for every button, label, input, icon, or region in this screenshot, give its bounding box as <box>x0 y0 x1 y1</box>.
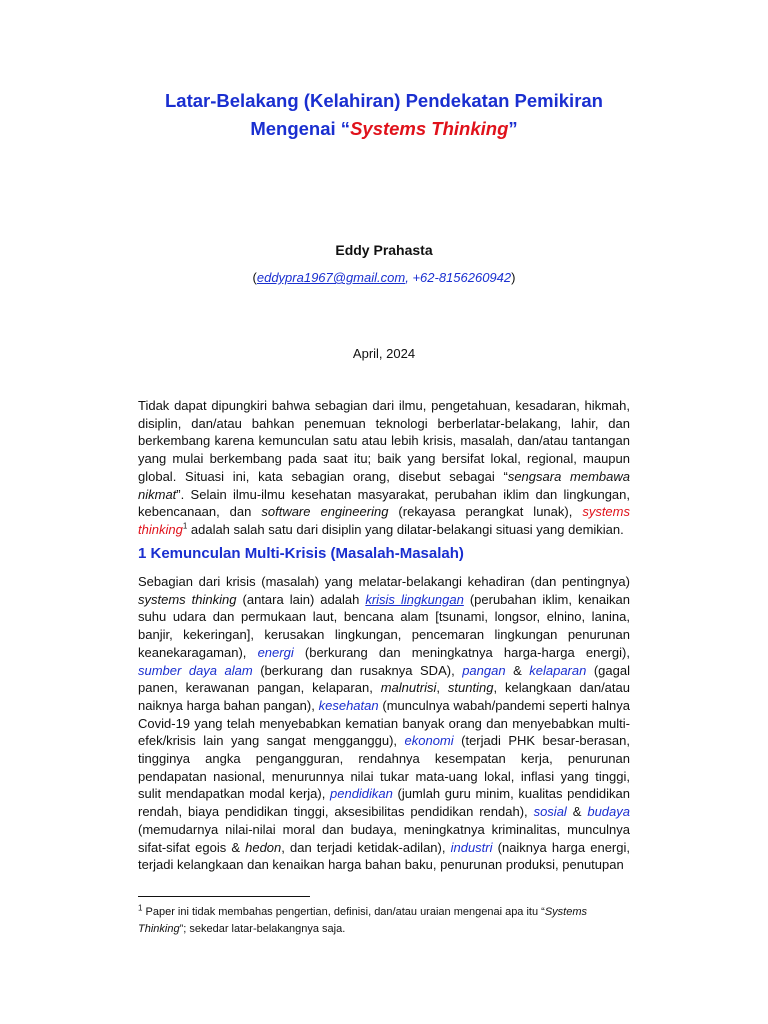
footnote-mark: 1 <box>138 903 143 913</box>
body-text: & <box>505 662 530 678</box>
intro-text: ”. Selain ilmu-ilmu kesehatan masyarakat, perubahan iklim dan lingkungan, kebencanaan, dan <box>138 486 630 520</box>
term-pendidikan: pendidikan <box>330 786 393 802</box>
title-text: Latar-Belakang (Kelahiran) Pendekatan Pemikiran <box>165 90 603 111</box>
term-sumber-daya-alam: sumber daya alam <box>138 662 253 678</box>
body-italic: hedon <box>245 839 282 855</box>
footnote-reference[interactable]: 1 <box>182 521 188 531</box>
section-heading: 1 Kemunculan Multi-Krisis (Masalah-Masalah) <box>138 545 464 562</box>
body-text: (jumlah guru minim, kualitas pendidikan rendah, biaya pendidikan tinggi, aksesibilitas pendidikan rendah), <box>138 786 630 820</box>
title-highlight: Systems Thinking <box>350 118 509 139</box>
title-prefix: Mengenai “ <box>250 118 351 139</box>
body-text: (berkurang dan meningkatnya harga-harga energi), <box>293 644 630 660</box>
systems-thinking-term: systems thinking <box>138 504 630 537</box>
paren-close: ) <box>511 270 516 285</box>
body-text: Sebagian dari krisis (masalah) yang melatar-belakangi kehadiran (dan pentingnya) <box>138 574 630 589</box>
author-contact <box>0 270 768 285</box>
term-energi: energi <box>257 644 294 660</box>
term-pangan: pangan <box>462 662 506 678</box>
term-kelaparan: kelaparan <box>529 662 587 678</box>
phone-number: +62-8156260942 <box>412 270 512 285</box>
body-text: (memudarnya nilai-nilai moral dan budaya, meningkatnya kriminalitas, munculnya sifat-sifat egois & <box>138 821 630 855</box>
author-name: Eddy Prahasta <box>335 242 433 258</box>
intro-text: adalah salah satu dari disiplin yang dilatar-belakangi situasi yang demikian. <box>187 521 624 537</box>
body-text: , dan terjadi ketidak-adilan), <box>281 839 451 855</box>
body-text: (naiknya harga energi, terjadi kelangkaan dan kenaikan harga bahan baku, penurunan produksi, penutupan <box>138 839 630 873</box>
body-text: & <box>566 804 588 820</box>
term-ekonomi: ekonomi <box>404 733 454 749</box>
footnote-text: Paper ini tidak membahas pengertian, definisi, dan/atau uraian mengenai apa itu “ <box>142 906 545 918</box>
section-paragraph <box>138 573 630 874</box>
body-text: (perubahan iklim, kenaikan suhu udara dan permukaan laut, bencana alam [tsunami, longsor, elnino, lanina, banjir, kekeringan], kerusakan lingkungan, pencemaran lingkungan penurunan keanekaragaman), <box>138 591 630 660</box>
body-italic: stunting <box>447 680 494 696</box>
term-industri: industri <box>450 839 493 855</box>
body-text: (antara lain) adalah <box>236 591 366 607</box>
title-line-2 <box>0 118 768 140</box>
intro-text: (rekayasa perangkat lunak), <box>388 504 583 520</box>
intro-italic: software engineering <box>261 504 389 520</box>
footnote <box>138 904 630 938</box>
footnote-divider <box>138 896 310 897</box>
intro-italic: sengsara membawa nikmat <box>138 468 631 502</box>
intro-paragraph <box>138 397 630 539</box>
footnote-text: ”; sekedar latar-belakangnya saja. <box>179 923 346 935</box>
term-budaya: budaya <box>587 804 630 820</box>
body-text: (berkurang dan rusaknya SDA), <box>252 662 463 678</box>
paren-open: ( <box>252 270 257 285</box>
intro-text: Tidak dapat dipungkiri bahwa sebagian dari ilmu, pengetahuan, kesadaran, hikmah, disiplin, dan/atau bahkan penemuan teknologi berberlatar-belakang, lahir, dan berkembang karena kemunculan satu atau lebih krisis, masalah, dan/atau tantangan yang mulai berkembang pada saat itu; baik yang bersifat lokal, regional, maupun global. Situasi ini, kata sebagian orang, disebut sebagai “ <box>138 398 630 484</box>
footnote-italic: Systems Thinking <box>138 906 588 935</box>
term-kesehatan: kesehatan <box>318 697 379 713</box>
body-italic: systems thinking <box>138 591 237 607</box>
body-text: (terjadi PHK besar-berasan, tingginya angka pengangguran, rendahnya kesempatan kerja, penurunan pendapatan nasional, menurunnya nilai tukar mata-uang lokal, inflasi yang tinggi, sulit mendapatkan modal kerja), <box>138 733 630 802</box>
title-line-1 <box>0 90 768 112</box>
body-text: (munculnya wabah/pandemi seperti halnya Covid-19 yang telah menyebabkan kematian banyak orang dan menyebabkan multi-efek/krisis lain yang sangat mengganggu), <box>138 697 630 749</box>
body-text: (gagal panen, kerawanan pangan, kelaparan, <box>138 662 630 696</box>
body-text: , <box>436 680 448 696</box>
separator: , <box>405 270 413 285</box>
body-text: , kelangkaan dan/atau naiknya harga bahan pangan), <box>138 680 630 713</box>
title-suffix: ” <box>508 118 518 139</box>
term-krisis-lingkungan: krisis lingkungan <box>365 591 464 607</box>
email-link[interactable]: eddypra1967@gmail.com <box>256 270 406 285</box>
body-italic: malnutrisi <box>380 680 437 696</box>
term-sosial: sosial <box>533 804 567 820</box>
document-date: April, 2024 <box>352 346 416 361</box>
